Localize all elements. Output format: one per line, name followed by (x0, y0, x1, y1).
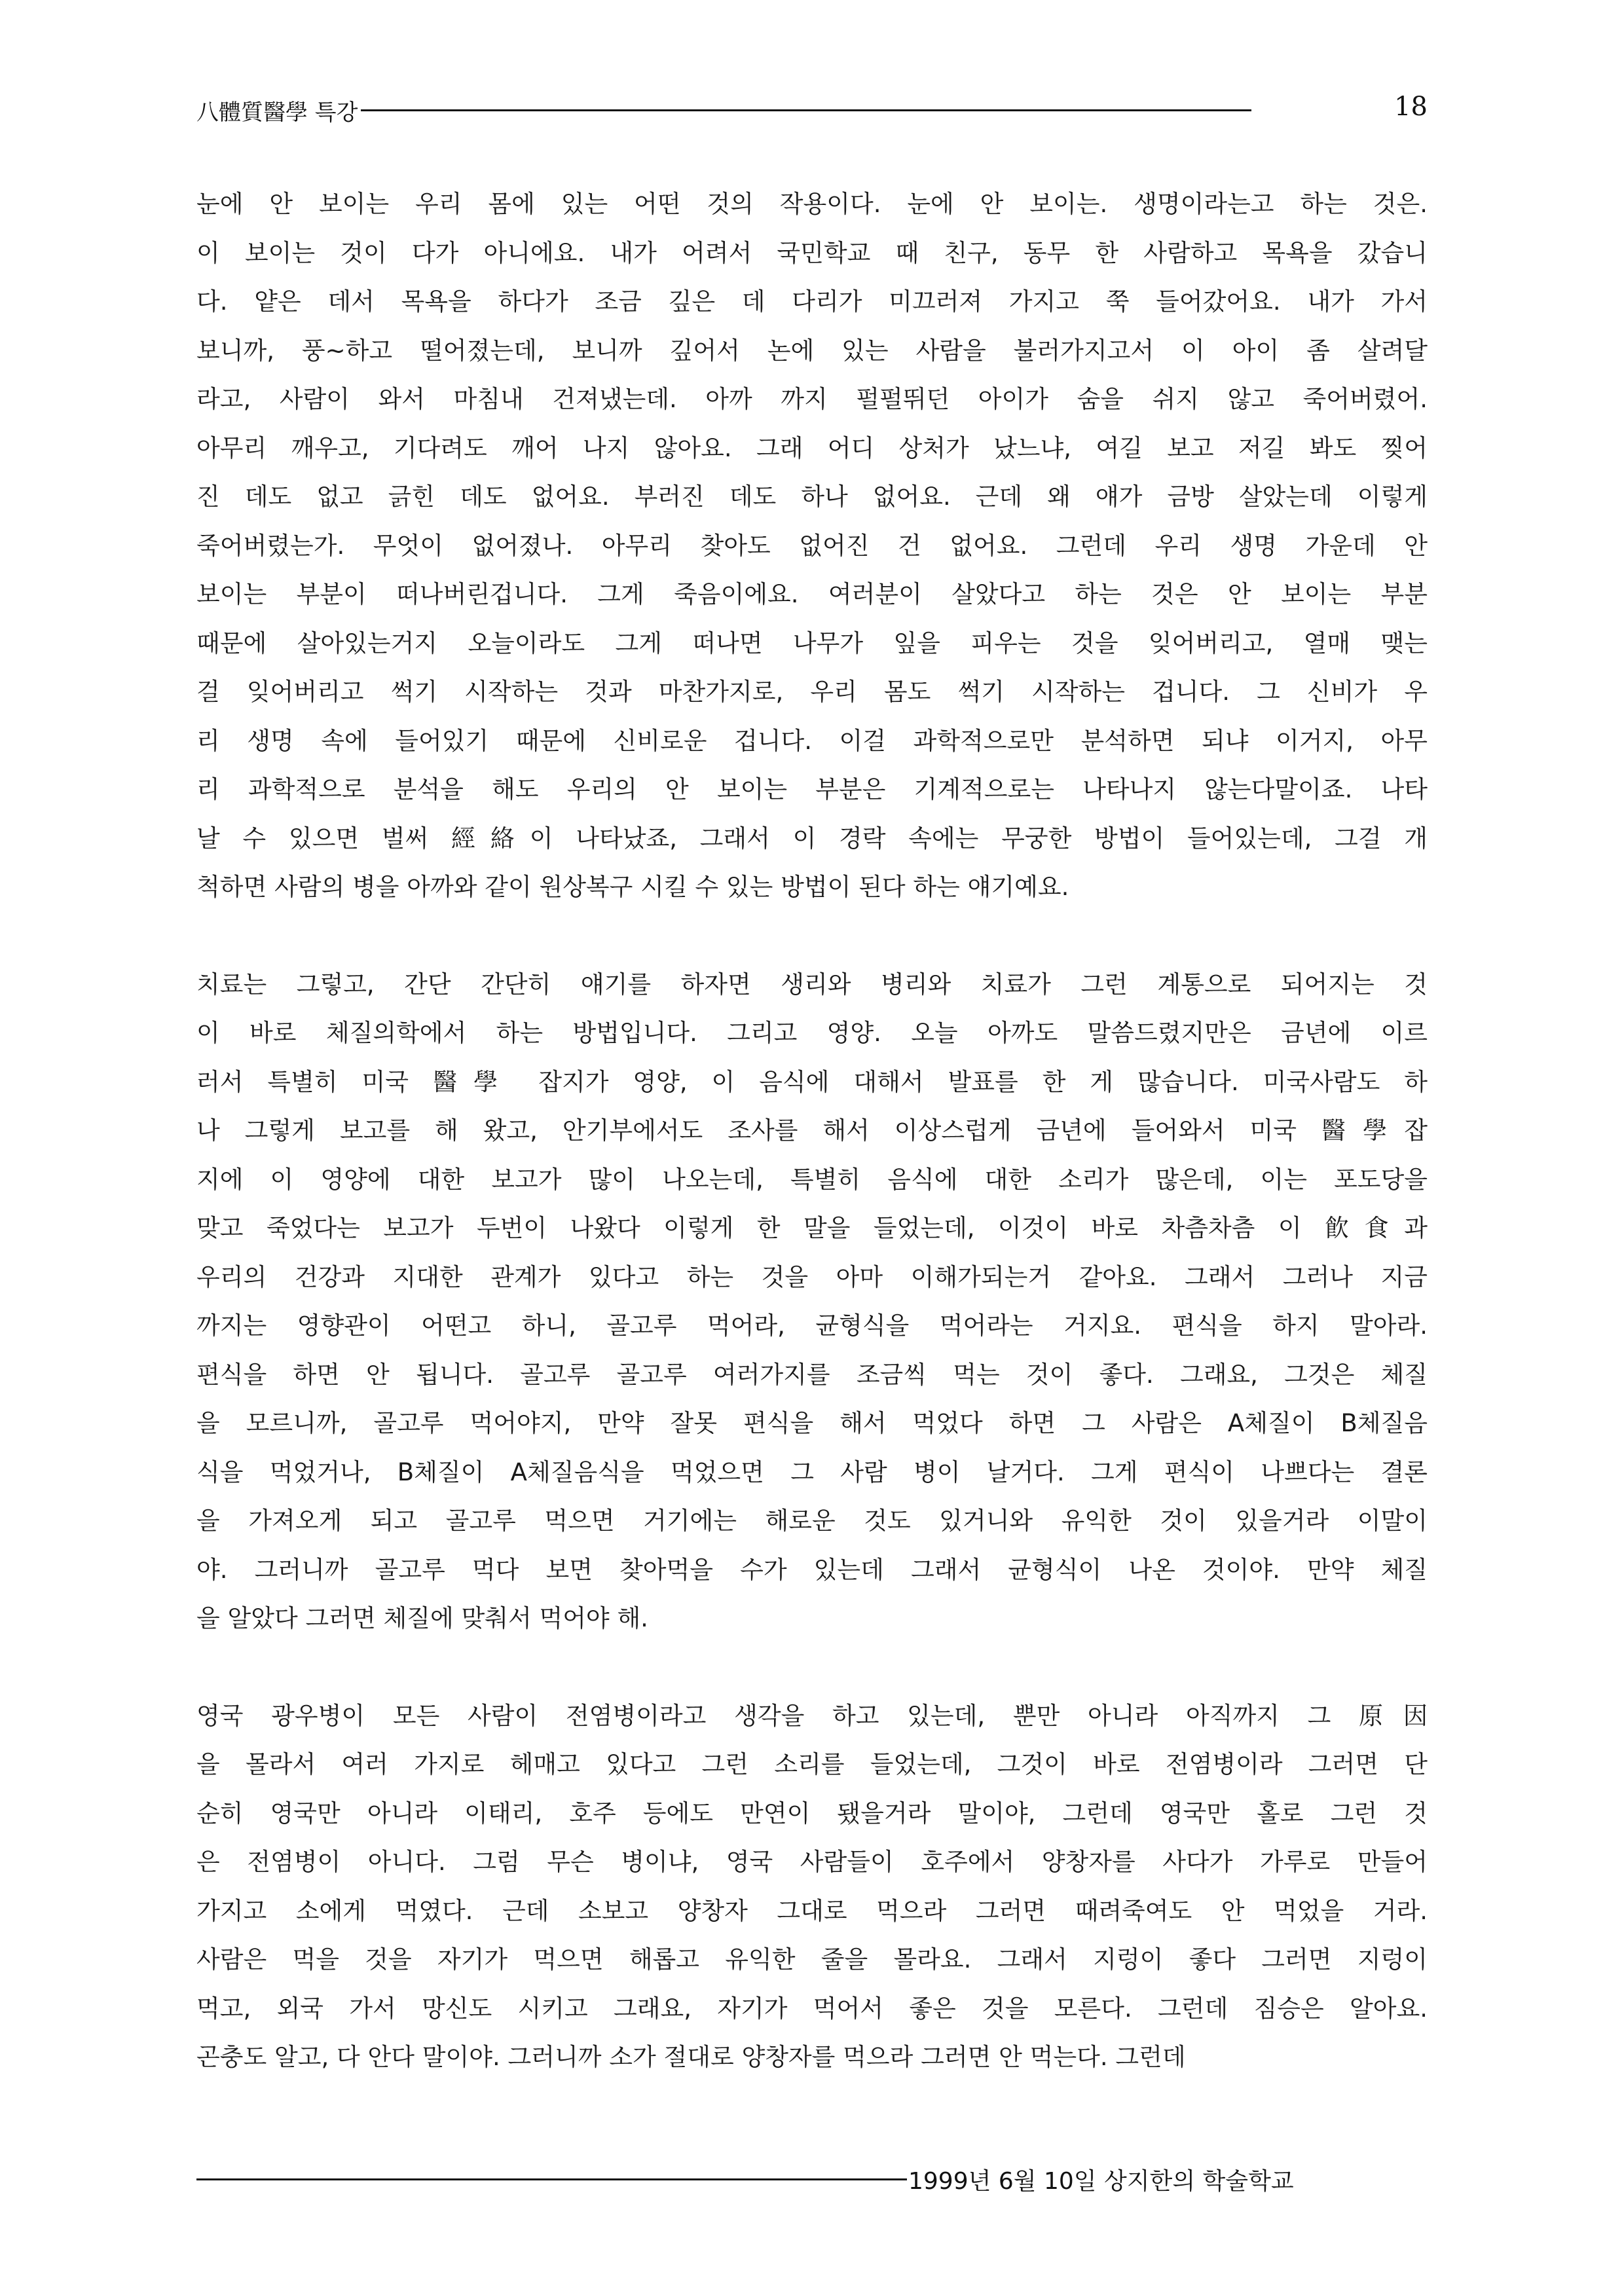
paragraph-gap (196, 1643, 1428, 1692)
text-line: 곤충도 알고, 다 안다 말이야. 그러니까 소가 절대로 양창자를 먹으라 그러면 안 먹는다. 그런데 (196, 2043, 1186, 2071)
text-line: 까지는 영향관이 어떤고 하니, 골고루 먹어라, 균형식을 먹어라는 거지요. 편식을 하지 말아라. (196, 1312, 1428, 1340)
text-line: 편식을 하면 안 됩니다. 골고루 골고루 여러가지를 조금씩 먹는 것이 좋다. 그래요, 그것은 체질 (196, 1360, 1428, 1389)
text-line: 맞고 죽었다는 보고가 두번이 나왔다 이렇게 한 말을 들었는데, 이것이 바로 차츰차츰 이 飮食과 (196, 1214, 1428, 1242)
body-text (196, 180, 1428, 2082)
text-line: 야. 그러니까 골고루 먹다 보면 찾아먹을 수가 있는데 그래서 균형식이 나온 것이야. 만약 체질 (196, 1555, 1428, 1584)
text-line: 먹고, 외국 가서 망신도 시키고 그래요, 자기가 먹어서 좋은 것을 모른다. 그런데 짐승은 알아요. (196, 1994, 1428, 2023)
text-line: 을 알았다 그러면 체질에 맞춰서 먹어야 해. (196, 1604, 648, 1632)
text-line: 을 몰라서 여러 가지로 헤매고 있다고 그런 소리를 들었는데, 그것이 바로 전염병이라 그러면 단 (196, 1750, 1428, 1778)
text-line: 사람은 먹을 것을 자기가 먹으면 해롭고 유익한 줄을 몰라요. 그래서 지렁이 좋다 그러면 지렁이 (196, 1945, 1428, 1974)
text-line: 은 전염병이 아니다. 그럼 무슨 병이냐, 영국 사람들이 호주에서 양창자를 사다가 가루로 만들어 (196, 1848, 1428, 1876)
text-line: 보니까, 풍~하고 떨어졌는데, 보니까 깊어서 논에 있는 사람을 불러가지고서 이 아이 좀 살려달 (196, 336, 1428, 365)
header-rule (361, 109, 1251, 111)
text-line: 순히 영국만 아니라 이태리, 호주 등에도 만연이 됐을거라 말이야, 그런데 영국만 홀로 그런 것 (196, 1799, 1428, 1827)
text-line: 을 모르니까, 골고루 먹어야지, 만약 잘못 편식을 해서 먹었다 하면 그 사람은 A체질이 B체질음 (196, 1409, 1428, 1437)
text-line: 러서 특별히 미국 醫學 잡지가 영양, 이 음식에 대해서 발표를 한 게 많습니다. 미국사람도 하 (196, 1067, 1428, 1096)
text-line: 이 보이는 것이 다가 아니에요. 내가 어려서 국민학교 때 친구, 동무 한 사람하고 목욕을 갔습니 (196, 238, 1428, 267)
text-line: 진 데도 없고 긁힌 데도 없어요. 부러진 데도 하나 없어요. 근데 왜 얘가 금방 살았는데 이렇게 (196, 483, 1428, 511)
text-line: 날 수 있으면 벌써 經絡이 나타났죠, 그래서 이 경락 속에는 무궁한 방법이 들어있는데, 그걸 개 (196, 824, 1428, 853)
text-line: 보이는 부분이 떠나버린겁니다. 그게 죽음이에요. 여러분이 살았다고 하는 것은 안 보이는 부분 (196, 580, 1428, 608)
paragraph (196, 961, 1428, 1643)
text-line: 나 그렇게 보고를 해 왔고, 안기부에서도 조사를 해서 이상스럽게 금년에 들어와서 미국 醫學잡 (196, 1116, 1428, 1145)
text-line: 리 과학적으로 분석을 해도 우리의 안 보이는 부분은 기계적으로는 나타나지 않는다말이죠. 나타 (196, 775, 1428, 803)
text-line: 식을 먹었거나, B체질이 A체질음식을 먹었으면 그 사람 병이 날거다. 그게 편식이 나쁘다는 결론 (196, 1458, 1428, 1486)
text-line: 지에 이 영양에 대한 보고가 많이 나오는데, 특별히 음식에 대한 소리가 많은데, 이는 포도당을 (196, 1165, 1428, 1194)
text-line: 리 생명 속에 들어있기 때문에 신비로운 겁니다. 이걸 과학적으로만 분석하면 되냐 이거지, 아무 (196, 726, 1428, 755)
paragraph (196, 1692, 1428, 2082)
text-line: 우리의 건강과 지대한 관계가 있다고 하는 것을 아마 이해가되는거 같아요. 그래서 그러나 지금 (196, 1262, 1428, 1291)
paragraph (196, 180, 1428, 912)
text-line: 라고, 사람이 와서 마침내 건져냈는데. 아까 까지 펄펄뛰던 아이가 숨을 쉬지 않고 죽어버렸어. (196, 385, 1428, 413)
text-line: 죽어버렸는가. 무엇이 없어졌나. 아무리 찾아도 없어진 건 없어요. 그런데 우리 생명 가운데 안 (196, 531, 1428, 560)
text-line: 이 바로 체질의학에서 하는 방법입니다. 그리고 영양. 오늘 아까도 말씀드렸지만은 금년에 이르 (196, 1019, 1428, 1047)
paragraph-gap (196, 912, 1428, 961)
footer-rule (196, 2178, 907, 2180)
text-line: 척하면 사람의 병을 아까와 같이 원상복구 시킬 수 있는 방법이 된다 하는 얘기예요. (196, 873, 1069, 901)
text-line: 때문에 살아있는거지 오늘이라도 그게 떠나면 나무가 잎을 피우는 것을 잊어버리고, 열매 맺는 (196, 629, 1428, 657)
text-line: 걸 잊어버리고 썩기 시작하는 것과 마찬가지로, 우리 몸도 썩기 시작하는 겁니다. 그 신비가 우 (196, 678, 1428, 706)
text-line: 치료는 그렇고, 간단 간단히 얘기를 하자면 생리와 병리와 치료가 그런 계통으로 되어지는 것 (196, 970, 1428, 999)
text-line: 다. 얕은 데서 목욕을 하다가 조금 깊은 데 다리가 미끄러져 가지고 쭉 들어갔어요. 내가 가서 (196, 287, 1428, 316)
text-line: 영국 광우병이 모든 사람이 전염병이라고 생각을 하고 있는데, 뿐만 아니라 아직까지 그 原因 (196, 1701, 1428, 1730)
footer-note: 1999년 6월 10일 상지한의 학술학교 (908, 2167, 1294, 2195)
page-number: 18 (1394, 92, 1428, 122)
text-line: 가지고 소에게 먹였다. 근데 소보고 양창자 그대로 먹으라 그러면 때려죽여도 안 먹었을 거라. (196, 1896, 1428, 1925)
text-line: 아무리 깨우고, 기다려도 깨어 나지 않아요. 그래 어디 상처가 났느냐, 여길 보고 저길 봐도 찢어 (196, 433, 1428, 462)
text-line: 을 가져오게 되고 골고루 먹으면 거기에는 해로운 것도 있거니와 유익한 것이 있을거라 이말이 (196, 1507, 1428, 1535)
text-line: 눈에 안 보이는 우리 몸에 있는 어떤 것의 작용이다. 눈에 안 보이는. 생명이라는고 하는 것은. (196, 190, 1428, 218)
page-footer (196, 2159, 1428, 2199)
header-title: 八體質醫學 특강 (196, 99, 358, 126)
page-header (196, 90, 1428, 130)
